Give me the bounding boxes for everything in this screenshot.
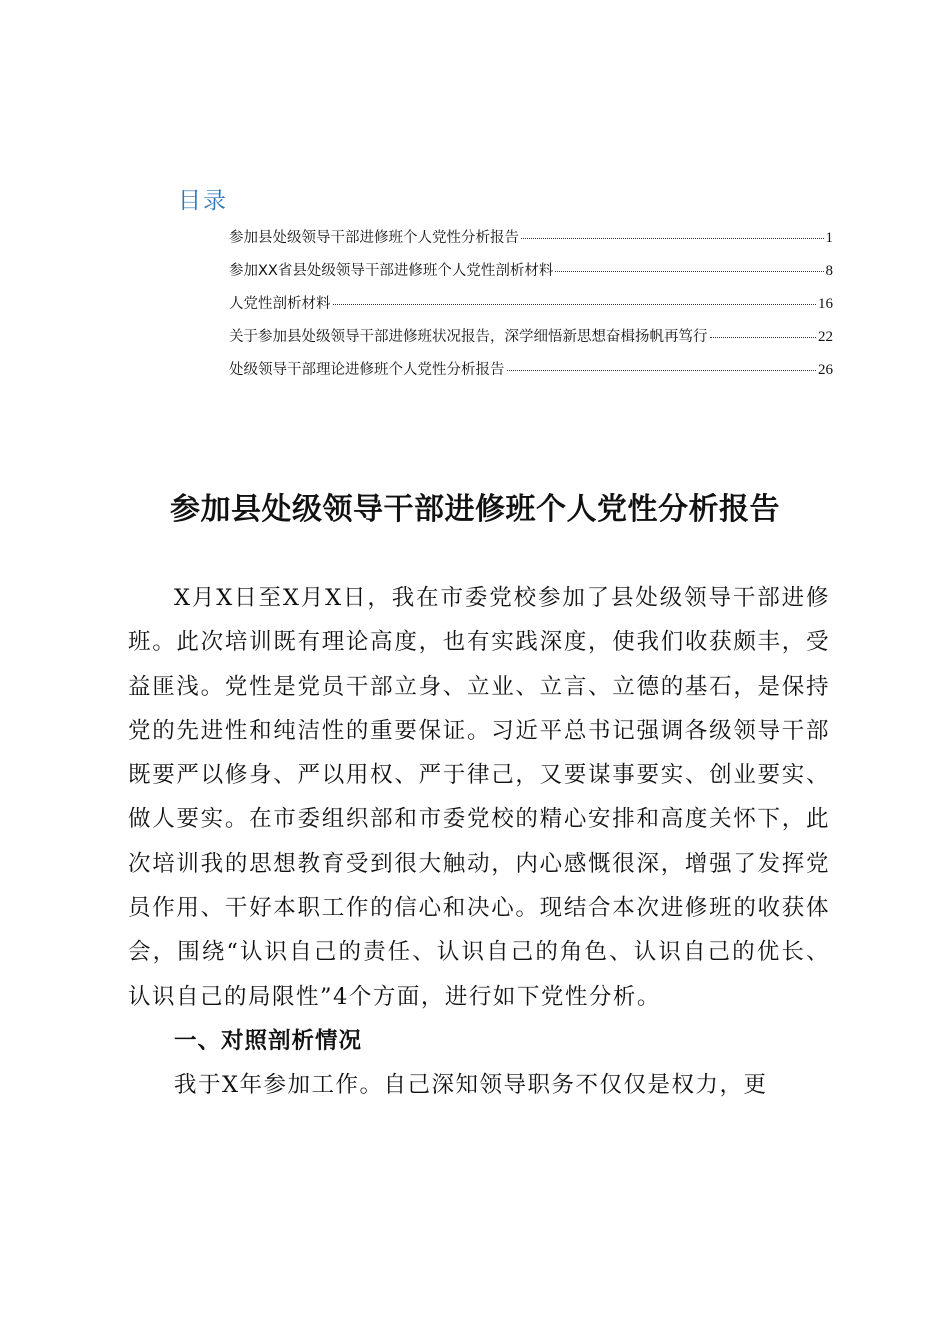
- toc-leader-dots: [507, 370, 817, 371]
- toc-entry-label: 参加XX省县处级领导干部进修班个人党性剖析材料: [229, 263, 554, 279]
- document-title: 参加县处级领导干部进修班个人党性分析报告: [170, 492, 780, 527]
- toc-entry-4[interactable]: [229, 325, 833, 358]
- toc-entry-5[interactable]: [229, 358, 833, 391]
- toc-entry-label: 人党性剖析材料: [229, 296, 331, 312]
- toc-leader-dots: [333, 304, 817, 305]
- toc-entry-page: 26: [818, 362, 833, 378]
- table-of-contents: [229, 226, 833, 391]
- toc-entry-page: 16: [818, 296, 833, 312]
- toc-entry-label: 参加县处级领导干部进修班个人党性分析报告: [229, 230, 519, 246]
- toc-leader-dots: [710, 337, 817, 338]
- toc-entry-page: 22: [818, 329, 833, 345]
- toc-entry-page: 1: [825, 230, 833, 246]
- toc-leader-dots: [555, 271, 823, 272]
- toc-heading: 目录: [178, 188, 228, 214]
- document-body: [128, 576, 830, 1108]
- section-heading: 一、对照剖析情况: [174, 1027, 363, 1054]
- toc-entry-1[interactable]: [229, 226, 833, 259]
- toc-entry-3[interactable]: [229, 292, 833, 325]
- body-paragraph: 我于X年参加工作。自己深知领导职务不仅仅是权力，更: [174, 1072, 768, 1099]
- toc-entry-2[interactable]: [229, 259, 833, 292]
- toc-entry-label: 关于参加县处级领导干部进修班状况报告，深学细悟新思想奋楫扬帆再笃行: [229, 329, 708, 345]
- toc-entry-page: 8: [825, 263, 833, 279]
- toc-leader-dots: [521, 238, 824, 239]
- body-paragraph: X月X日至X月X日，我在市委党校参加了县处级领导干部进修班。此次培训既有理论高度，也有实践深度，使我们收获颇丰，受益匪浅。党性是党员干部立身、立业、立言、立德的基石，是保持党的先进性和纯洁性的重要保证。习近平总书记强调各级领导干部既要严以修身、严以用权、严于律己，又要谋事要实、创业要实、做人要实。在市委组织部和市委党校的精心安排和高度关怀下，此次培训我的思想教育受到很大触动，内心感慨很深，增强了发挥党员作用、干好本职工作的信心和决心。现结合本次进修班的收获体会，围绕“认识自己的责任、认识自己的角色、认识自己的优长、认识自己的局限性”4个方面，进行如下党性分析。: [128, 585, 830, 1010]
- toc-entry-label: 处级领导干部理论进修班个人党性分析报告: [229, 362, 505, 378]
